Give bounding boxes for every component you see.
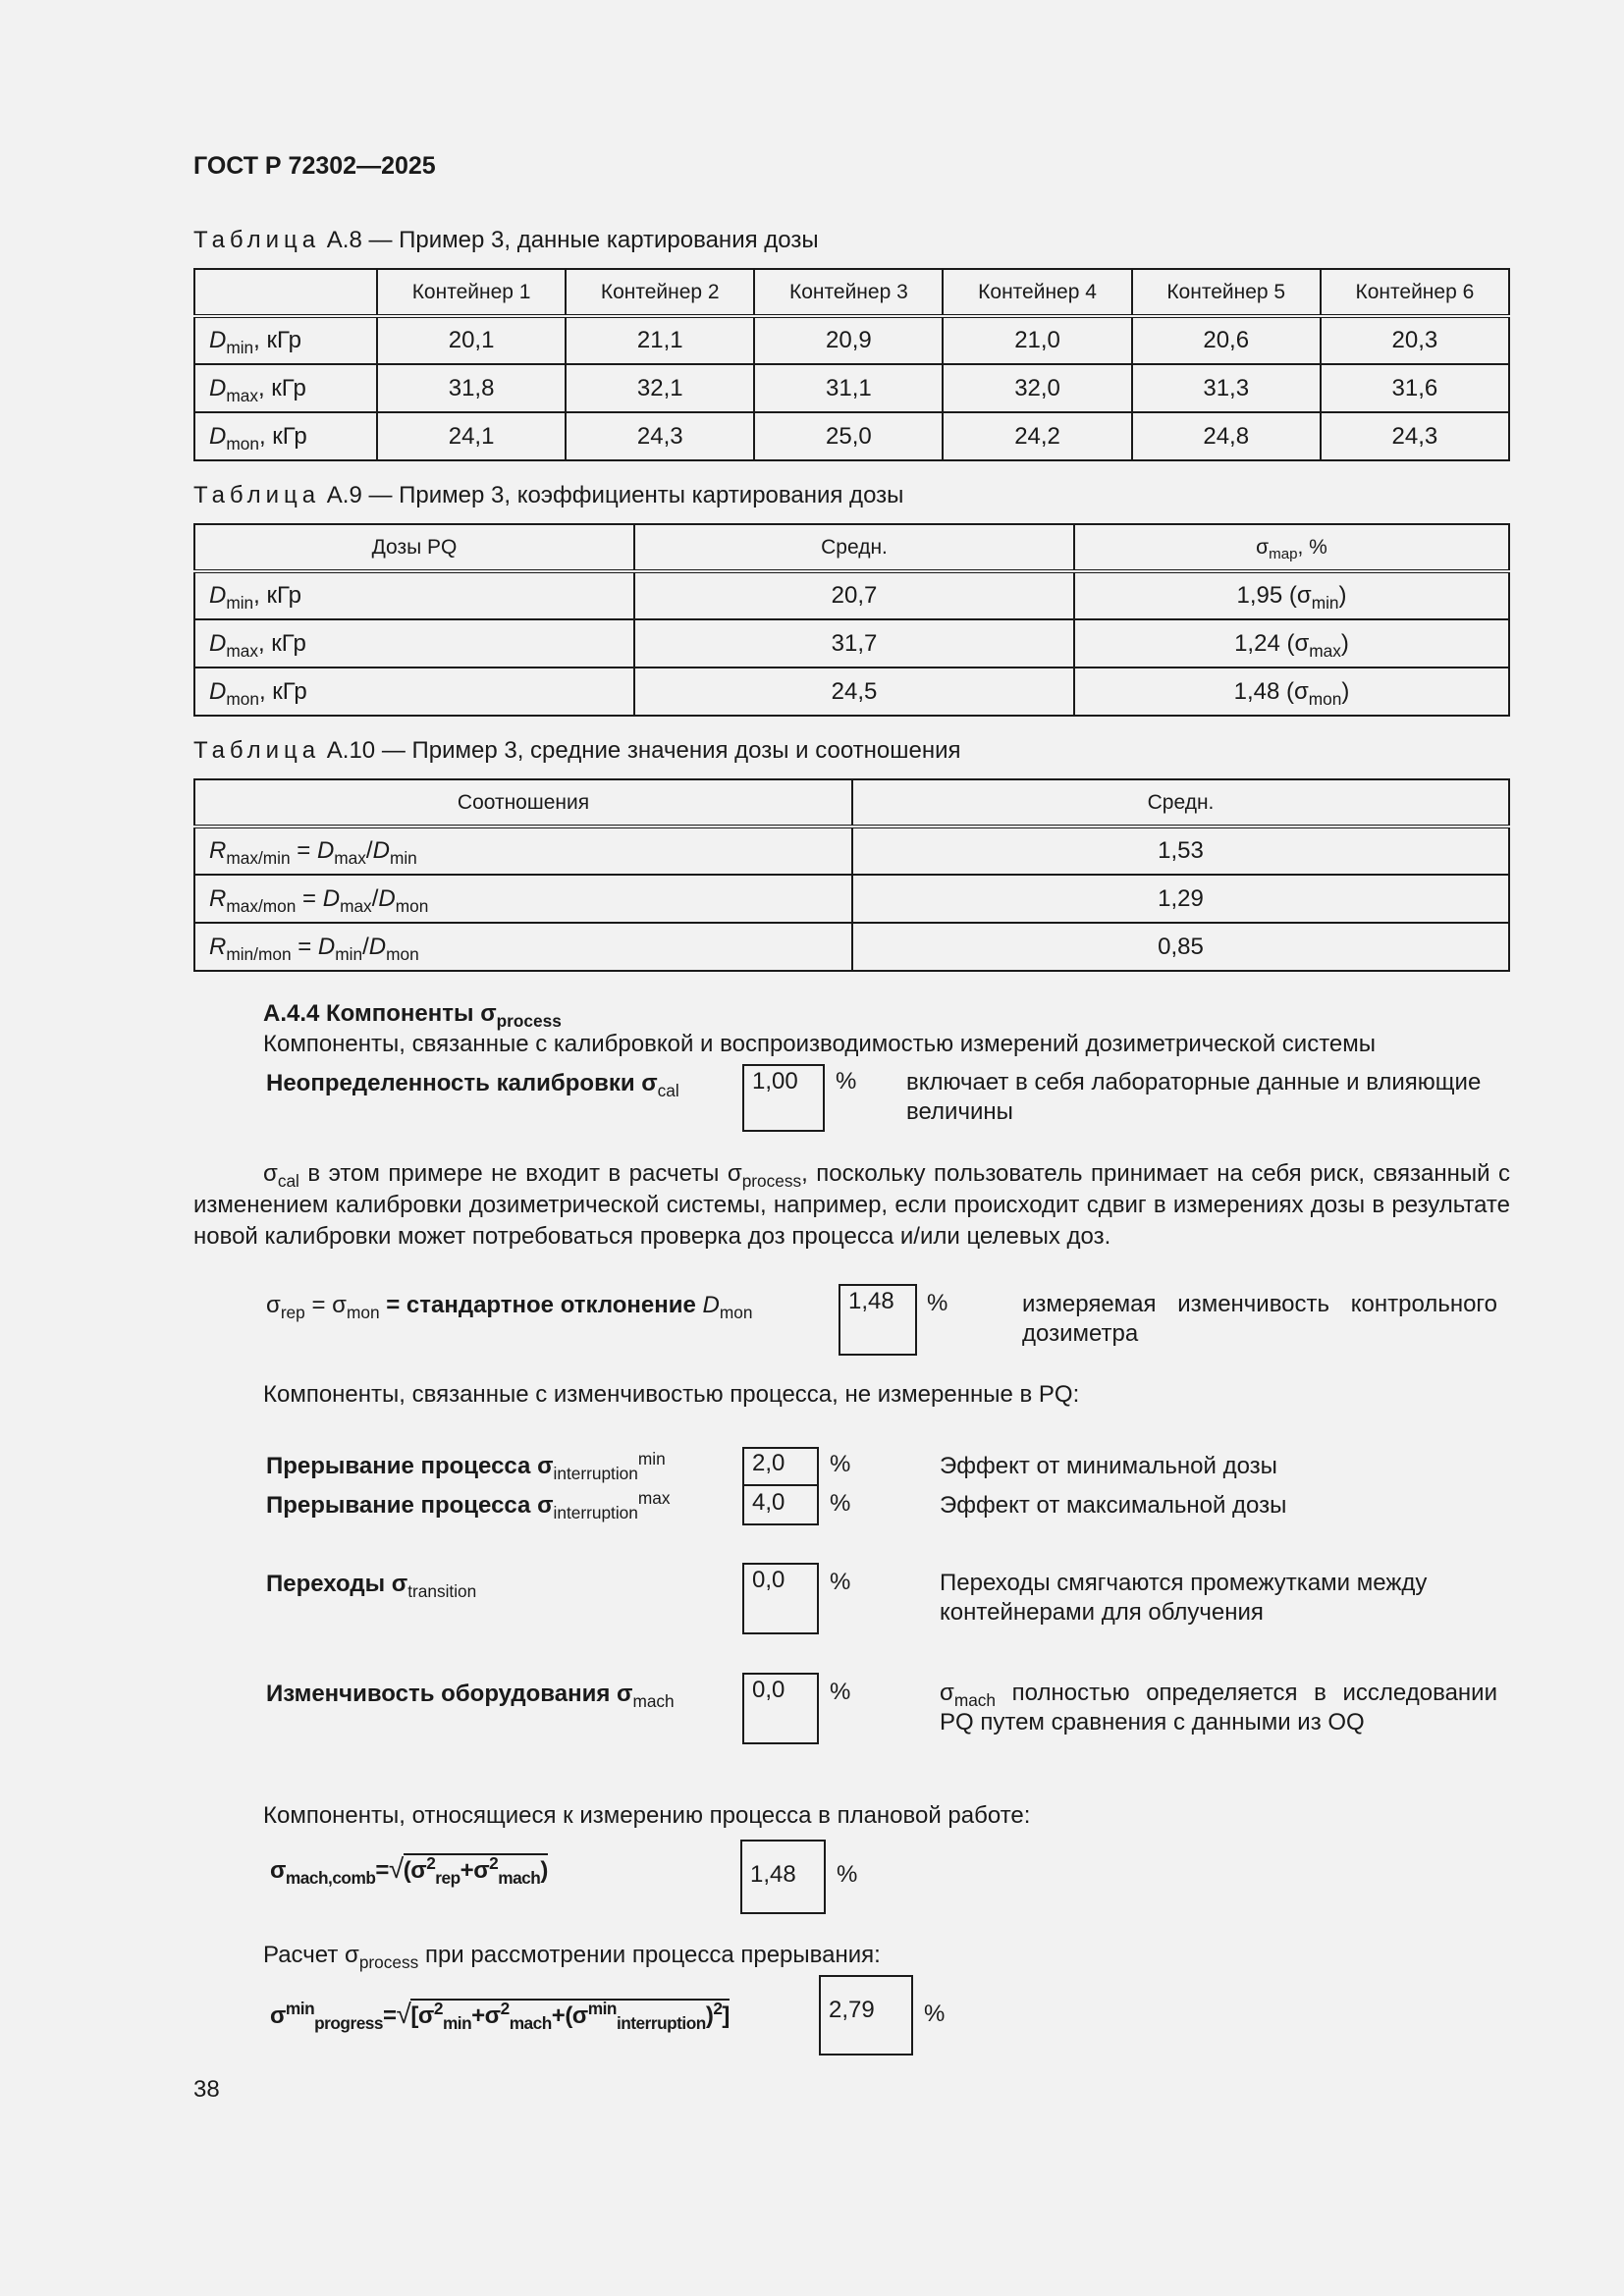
cell-mean: 1,29 [852,875,1509,923]
table-row [194,923,1509,971]
cell: 20,6 [1132,316,1321,364]
ratio-sub: max/mon [226,895,297,916]
int-min-note: Эффект от минимальной дозы [940,1453,1277,1479]
ratio-den-sub: mon [386,943,419,964]
mach-pct: % [830,1679,851,1705]
cell: 21,1 [566,316,754,364]
ratio-formula: $R_{max/mon} = D_{max}/D_{mon}$ [194,875,852,923]
caption-prefix: Таблица [193,227,321,253]
sigma-value: 1,24 [1234,629,1280,657]
cell-sigma: 1,48 $(\sigma_{mon})$ [1074,667,1509,716]
table-row [194,619,1509,667]
comb-pct: % [837,1861,858,1888]
row-label-unit: , кГр [253,327,302,353]
header-cell: $\sigma_{map}$, % [1074,524,1509,571]
para-sigma: σ [263,1160,278,1187]
sigma-sub: max [1309,640,1341,661]
mach-note [940,1679,1497,1737]
section-title-sub: process [496,1010,562,1031]
mach-label [266,1679,675,1710]
routine-intro: Компоненты, относящиеся к измерению процесса в плановой работе: [263,1802,1031,1829]
table-row [194,316,1509,364]
rep-bold: = стандартное отклонение [379,1292,703,1318]
row-label-sub: min [226,337,254,357]
cell: 32,0 [943,364,1131,412]
progress-formula: $\sigma^{min}_{progress}=√[\sigma^2_{min}+\sigma^2_{mach}+(\sigma^{min}_{interruption})^2]$ [270,1999,730,2033]
calc-text-1: Расчет σ [263,1942,359,1968]
progress-pct: % [924,2001,946,2027]
cell: 31,8 [377,364,566,412]
header-cell: Соотношения [194,779,852,827]
ratio-sub: max/min [226,847,291,868]
int-max-pct: % [830,1490,851,1517]
table-header-row [194,524,1509,571]
cell-mean: 1,53 [852,827,1509,875]
int-min-value-box: 2,0 [742,1447,819,1486]
transition-label-text: Переходы σ [266,1571,408,1597]
header-cell: Контейнер 5 [1132,269,1321,316]
cell-sigma: 1,95 $(\sigma_{min})$ [1074,571,1509,619]
mach-note-text: полностью определяется в исследовании PQ путем сравнения с данными из OQ [940,1680,1497,1735]
caption-prefix: Таблица [193,737,321,764]
rep-value-box: 1,48 [839,1284,917,1356]
mach-value-box: 0,0 [742,1673,819,1744]
int-min-sup: min [637,1449,666,1468]
table-a9-caption [193,482,903,509]
cell: 32,1 [566,364,754,412]
sigma-sub: mon [1308,688,1342,709]
ratio-den-sub: mon [395,895,429,916]
int-max-sub: interruption [553,1502,638,1522]
calc-intro [263,1940,881,1971]
ratio-num-sub: max [334,847,366,868]
mach-note-sigma: σ [940,1680,954,1706]
header-cell: Средн. [634,524,1074,571]
int-max-label-text: Прерывание процесса σ [266,1492,554,1519]
cell: 20,1 [377,316,566,364]
table-a8-caption [193,227,819,254]
cell: 24,1 [377,412,566,460]
ratio-sub: min/mon [226,943,292,964]
cal-paragraph [193,1158,1510,1253]
row-label: $D_{min}$, кГр [194,571,634,619]
int-min-sub: interruption [553,1463,638,1483]
document-header: ГОСТ Р 72302—2025 [193,152,436,180]
para-text-1: в этом примере не входит в расчеты σ [298,1160,742,1187]
para-text-2: , поскольку пользователь принимает на себя риск, связанный с изменением калибровки дозиметрической системы, например, если происходит сдвиг в измерениях дозы в результате новой калибровки может потребоваться проверка доз процесса и/или целевых доз. [193,1160,1510,1250]
int-max-value-box: 4,0 [742,1484,819,1525]
ratio-den-sub: min [389,847,417,868]
cell-mean: 0,85 [852,923,1509,971]
progress-value-box: 2,79 [819,1975,913,2056]
cell: 24,2 [943,412,1131,460]
mach-label-text: Изменчивость оборудования σ [266,1681,633,1707]
cell: 25,0 [754,412,943,460]
row-label-unit: , кГр [258,422,307,450]
cell: 31,6 [1321,364,1509,412]
rep-note: измеряемая изменчивость контрольного дозиметра [1022,1291,1497,1347]
row-label: $D_{mon}$, кГр [194,412,377,460]
transition-sub: transition [407,1580,477,1601]
header-cell: Контейнер 4 [943,269,1131,316]
row-label-unit: , кГр [257,374,306,401]
header-cell: Контейнер 1 [377,269,566,316]
caption-prefix: Таблица [193,482,321,508]
cal-note: включает в себя лабораторные данные и влияющие величины [906,1069,1482,1125]
row-label-sub: max [226,640,258,661]
mach-sub: mach [632,1690,675,1711]
ratio-num-sub: max [340,895,372,916]
rep-label: $\sigma_{rep} = \sigma_{mon}$ = стандартное отклонение $D_{mon}$ [266,1292,753,1322]
para-sigma-process-sub: process [741,1170,802,1191]
table-a10-caption [193,737,961,765]
table-row [194,364,1509,412]
cell-mean: 31,7 [634,619,1074,667]
header-cell: Средн. [852,779,1509,827]
table-header-row [194,779,1509,827]
sigma-sub: min [1311,592,1339,613]
rep-d-sub: mon [719,1302,753,1322]
header-cell: Контейнер 3 [754,269,943,316]
header-unit: , % [1297,535,1327,559]
cal-value-box: 1,00 [742,1064,825,1132]
table-row [194,412,1509,460]
row-label-sub: mon [226,688,259,709]
header-cell: Дозы PQ [194,524,634,571]
para-sigma-sub: cal [277,1170,299,1191]
cal-label-sub: cal [657,1080,679,1100]
table-row [194,827,1509,875]
comb-formula: $\sigma_{mach,comb}=√(\sigma^2_{rep}+\sigma^2_{mach})$ [270,1853,548,1888]
transition-pct: % [830,1569,851,1595]
sigma-value: 1,95 [1236,582,1283,609]
cell-mean: 20,7 [634,571,1074,619]
table-a8 [193,268,1510,461]
int-min-label-text: Прерывание процесса σ [266,1453,554,1479]
rep-sigma: σ [266,1292,281,1318]
cell: 24,3 [1321,412,1509,460]
comb-value-box: 1,48 [740,1840,826,1914]
mach-note-sub: mach [953,1689,997,1710]
rep-pct: % [927,1290,948,1316]
row-label-sub: max [226,385,258,405]
cell: 24,8 [1132,412,1321,460]
table-a10 [193,778,1510,972]
header-cell: Контейнер 6 [1321,269,1509,316]
caption-text: А.10 — Пример 3, средние значения дозы и соотношения [326,737,961,764]
variability-intro: Компоненты, связанные с изменчивостью процесса, не измеренные в PQ: [263,1381,1080,1408]
transition-note: Переходы смягчаются промежутками между контейнерами для облучения [940,1570,1428,1626]
table-row [194,667,1509,716]
cell-sigma: 1,24 $(\sigma_{max})$ [1074,619,1509,667]
row-label-sub: mon [226,433,259,454]
rep-sub: rep [280,1302,305,1322]
int-min-label [266,1451,666,1482]
header-cell: Контейнер 2 [566,269,754,316]
cell: 24,3 [566,412,754,460]
calc-text-2: при рассмотрении процесса прерывания: [418,1942,881,1968]
row-label: $D_{max}$, кГр [194,364,377,412]
row-label-sub: min [226,592,254,613]
row-label-unit: , кГр [253,582,302,609]
table-a9 [193,523,1510,717]
cell: 31,3 [1132,364,1321,412]
cell: 31,1 [754,364,943,412]
int-max-label [266,1490,671,1522]
rep-eq: = σ [304,1292,347,1318]
ratio-formula: $R_{min/mon} = D_{min}/D_{mon}$ [194,923,852,971]
row-label-unit: , кГр [258,677,307,705]
cal-label [266,1068,679,1099]
rep-eq-sub: mon [346,1302,380,1322]
row-label-unit: , кГр [257,629,306,657]
ratio-num-sub: min [335,943,363,964]
cell: 20,9 [754,316,943,364]
page-number: 38 [193,2076,220,2103]
caption-text: А.9 — Пример 3, коэффициенты картирования дозы [326,482,904,508]
cell: 20,3 [1321,316,1509,364]
int-min-pct: % [830,1451,851,1477]
ratio-formula: $R_{max/min} = D_{max}/D_{min}$ [194,827,852,875]
table-header-row [194,269,1509,316]
sigma-value: 1,48 [1233,677,1280,705]
section-intro: Компоненты, связанные с калибровкой и воспроизводимостью измерений дозиметрической системы [263,1031,1377,1057]
table-row [194,875,1509,923]
header-cell [194,269,377,316]
transition-value-box: 0,0 [742,1563,819,1634]
int-max-sup: max [637,1488,671,1508]
table-row [194,571,1509,619]
caption-text: А.8 — Пример 3, данные картирования дозы [326,227,819,253]
header-sub: map [1269,545,1298,562]
calc-sub: process [358,1951,419,1972]
transition-label [266,1569,476,1600]
section-title-text: А.4.4 Компоненты σ [263,1000,497,1027]
section-title [263,998,562,1030]
row-label: $D_{max}$, кГр [194,619,634,667]
cal-label-text: Неопределенность калибровки σ [266,1070,658,1096]
int-max-note: Эффект от максимальной дозы [940,1492,1287,1519]
cal-pct: % [836,1068,857,1095]
row-label: $D_{mon}$, кГр [194,667,634,716]
cell: 21,0 [943,316,1131,364]
row-label: $D_{min}$, кГр [194,316,377,364]
cell-mean: 24,5 [634,667,1074,716]
